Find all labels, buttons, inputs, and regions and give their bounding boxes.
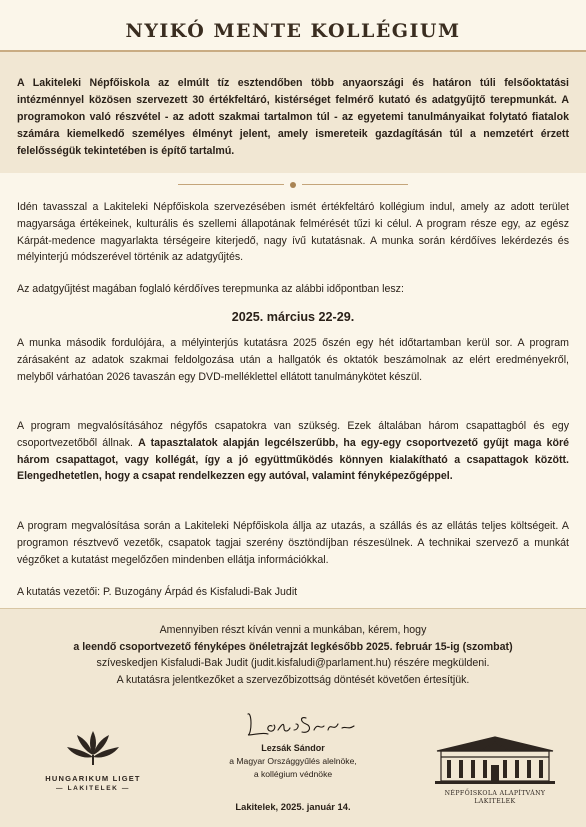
building-emblem-icon xyxy=(433,733,557,785)
logo-left-line-2: — LAKITELEK — xyxy=(56,785,130,792)
research-leaders: A kutatás vezetői: P. Buzogány Árpád és Kisfaludi-Bak Judit xyxy=(17,586,298,598)
divider-dot xyxy=(290,182,296,188)
paragraph-2: Az adatgyűjtést magában foglaló kérdőíves terepmunka az alábbi időpontban lesz: xyxy=(17,283,404,295)
divider-line-left xyxy=(178,184,284,185)
apply-line-4: A kutatásra jelentkezőket a szervezőbizottság döntését követően értesítjük. xyxy=(116,673,470,686)
paragraph-4-bold: A tapasztalatok alapján legcélszerűbb, ha egy-egy csoportvezető gyűjt maga köré három csapattagot, vagy kollégát, így a jó együttműködés könnyen kialakítható a csapattagok között. Elengedhetetlen, hogy a csapat rendelkezzen egy autóval, valamint fényképezőgéppel. xyxy=(17,436,569,483)
apply-line-2: a leendő csoportvezető fényképes önéletrajzát legkésőbb 2025. február 15-ig (szombat) xyxy=(73,640,513,653)
apply-line-3: szíveskedjen Kisfaludi-Bak Judit (judit.kisfaludi@parlament.hu) részére megküldeni. xyxy=(96,657,490,669)
apply-line-1: Amennyiben részt kíván venni a munkában, kérem, hogy xyxy=(159,624,427,636)
place-and-date: Lakitelek, 2025. január 14. xyxy=(235,801,351,812)
application-text xyxy=(0,622,586,688)
paragraph-4-normal: A program megvalósításához négyfős csapatokra van szükség. Ezek általában három csapattagból és egy csoportvezetőből állnak. xyxy=(17,420,569,449)
paragraph-1: Idén tavasszal a Lakiteleki Népfőiskola szervezésében ismét értékfeltáró kollégium indul, amely az adott terület magyarsága értékeinek, kulturális és szellemi állapotának felmérését tűzi ki célul. A program része egy, az egész Kárpát-medence magyarlakta térségeire kiterjedő, nagy ívű kutatásnak. A munka során kérdőíves lekérdezés és mélyinterjú módszerével történik az adatgyűjtés. xyxy=(17,201,569,264)
logo-right-line-2: LAKITELEK xyxy=(474,798,516,805)
fieldwork-date: 2025. március 22-29. xyxy=(231,310,355,324)
divider-line-right xyxy=(302,184,408,185)
nepfoiskola-alapitvany-logo xyxy=(431,733,559,806)
signer-role-1: a Magyar Országgyűlés alelnöke, xyxy=(229,756,357,766)
intro-paragraph: A Lakiteleki Népfőiskola az elmúlt tíz esztendőben több anyaországi és határon túli felsőoktatási intézménnyel közösen szervezett 30 értékfeltáró, kistérséget felmérő kutató és adatgyűjtő terepmunkát. A programokon való részvétel - az adott szakmai tartalmon túl - az egyetemi tanulmányaikat folytató fiatalok számára kiemelkedő személyes élményt jelent, amely ismereteik gazdagításán túl a nemzetért érzett felelősségük tekintetében is építő tartalmú. xyxy=(17,77,569,157)
page-title: NYIKÓ MENTE KOLLÉGIUM xyxy=(125,20,461,42)
paragraph-3: A munka második fordulójára, a mélyinterjús kutatásra 2025 őszén egy hét időtartamban kerül sor. A program zárásaként az adatok szakmai feldolgozása után a hallgatók és oktatók beszámolnak az elért eredményekről, melyből várhatóan 2026 tavaszán egy DVD-melléklettel ellátott tanulmánykötet készül. xyxy=(17,337,569,383)
handwritten-signature xyxy=(242,708,362,740)
logo-left-line-1: HUNGARIKUM LIGET xyxy=(45,774,141,783)
paragraph-4 xyxy=(17,418,569,485)
logo-right-line-1: NÉPFŐISKOLA ALAPÍTVÁNY xyxy=(444,790,546,797)
ornament-divider xyxy=(178,182,408,188)
paragraph-5: A program megvalósítása során a Lakiteleki Népfőiskola állja az utazás, a szállás és az ellátás teljes költségeit. A programon résztvevő vezetők, csapatok tagjai szerény ösztöndíjban részesülnek. A technikai szervező a munkát végzőket a kutatást megelőzően mindenben ellátja információkkal. xyxy=(17,520,569,566)
signer-name: Lezsák Sándor xyxy=(261,743,325,753)
signer-role-2: a kollégium védnöke xyxy=(253,769,333,779)
